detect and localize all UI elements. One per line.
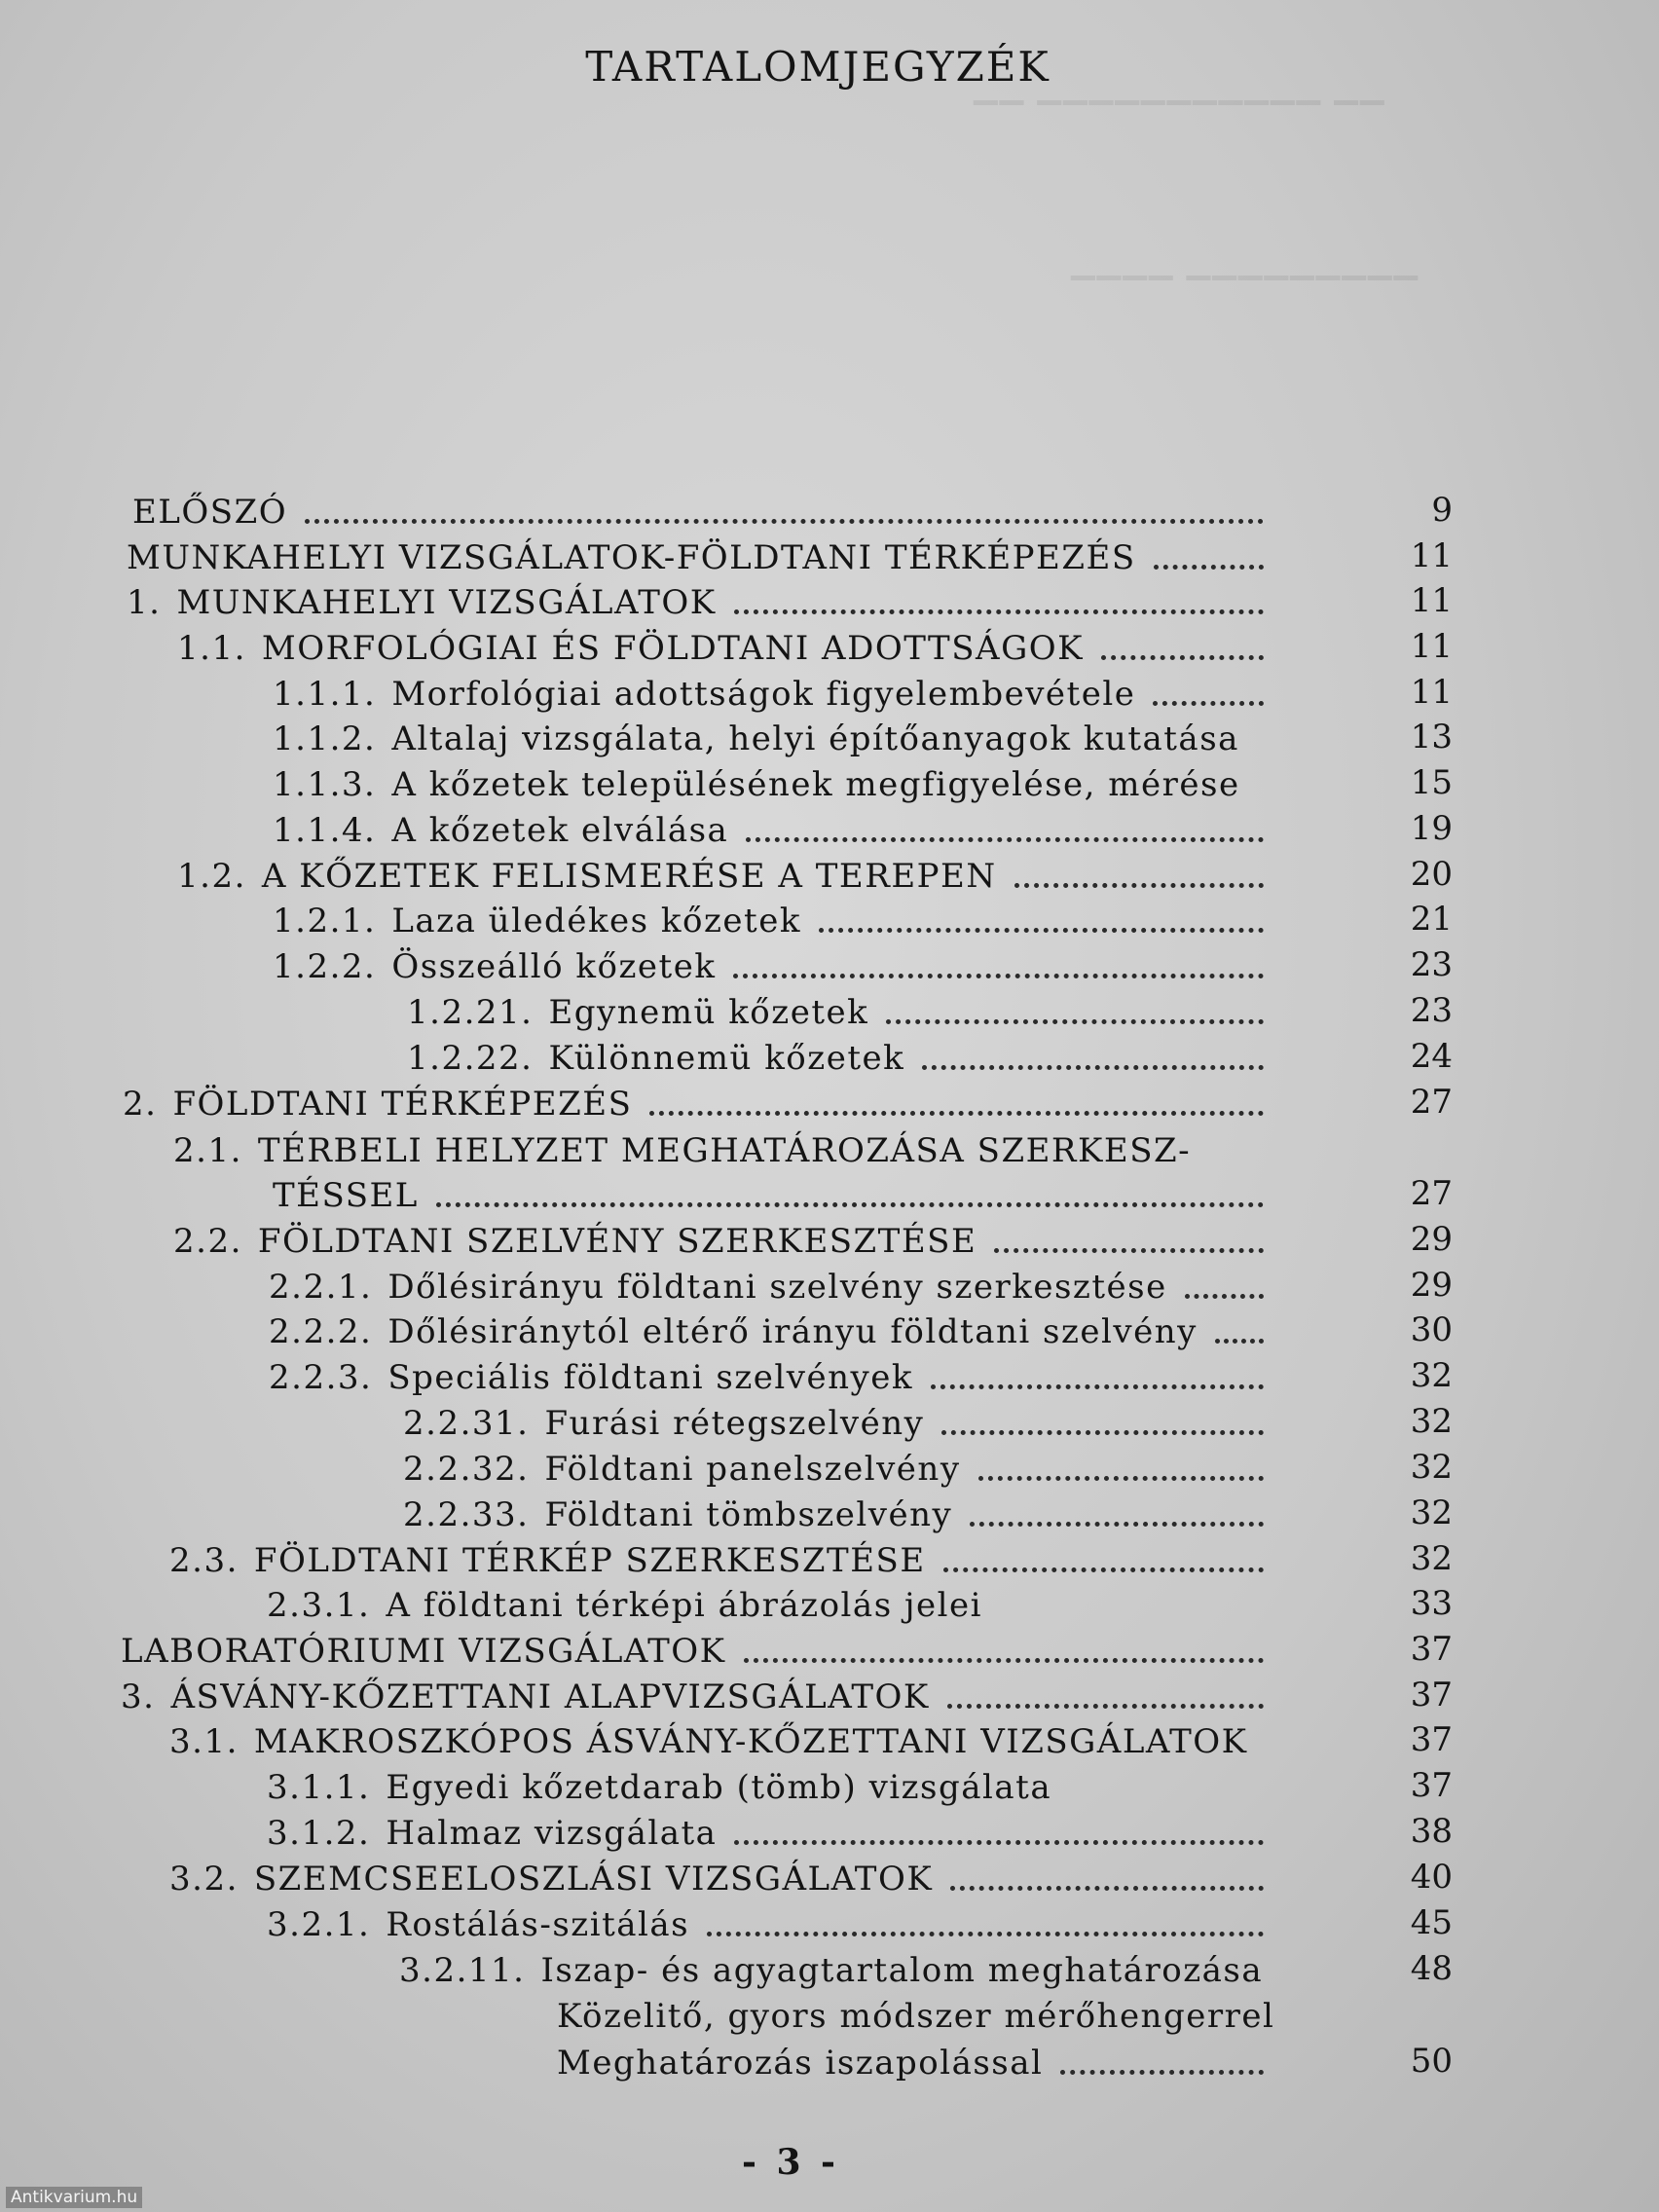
toc-entry-page: 48 <box>1410 1949 1453 1988</box>
toc-entry-page: 27 <box>1410 1083 1453 1122</box>
toc-entry-label: Morfológiai adottságok figyelembevétele <box>391 675 1136 714</box>
toc-entry-page: 11 <box>1410 581 1453 620</box>
toc-entry-page: 40 <box>1410 1858 1453 1897</box>
toc-entry-page: 37 <box>1410 1720 1453 1759</box>
bleed-through-decoration: ▁▁ ▁▁▁▁▁▁▁▁▁▁▁ ▁▁ <box>974 68 1386 105</box>
toc-entry-number: 1.2.1. <box>273 902 377 940</box>
toc-entry-number: 2.2.33. <box>403 1495 530 1534</box>
toc-entry-page: 23 <box>1410 991 1453 1030</box>
toc-entry-page: 19 <box>1410 809 1453 848</box>
toc-entry-number: 1.1.4. <box>273 811 377 850</box>
toc-entry-label: TÉRBELI HELYZET MEGHATÁROZÁSA SZERKESZ- <box>257 1131 1192 1170</box>
toc-entry-label: MUNKAHELYI VIZSGÁLATOK <box>176 583 717 622</box>
dot-leader <box>649 1111 1264 1116</box>
toc-entry-number: 1. <box>127 583 162 622</box>
dot-leader <box>1014 883 1264 888</box>
toc-entry-label: ELŐSZÓ <box>132 493 288 532</box>
toc-entry-page: 29 <box>1410 1266 1453 1305</box>
toc-entry-number: 2.2. <box>173 1222 242 1261</box>
toc-entry-label: FÖLDTANI SZELVÉNY SZERKESZTÉSE <box>257 1222 977 1261</box>
toc-entry-label: FÖLDTANI TÉRKÉP SZERKESZTÉSE <box>253 1541 926 1580</box>
toc-entry-page: 9 <box>1431 491 1453 530</box>
dot-leader <box>1154 565 1264 570</box>
toc-entry <box>173 1216 1275 1261</box>
toc-entry-page: 11 <box>1410 536 1453 575</box>
toc-entry <box>273 805 1275 850</box>
toc-entry <box>557 2038 1275 2083</box>
toc-entry-number: 3.1. <box>169 1722 239 1761</box>
toc-entry-label: MUNKAHELYI VIZSGÁLATOK-FÖLDTANI TÉRKÉPEZÉS <box>127 538 1136 577</box>
toc-entry-number: 1.1.3. <box>273 765 377 804</box>
toc-entry <box>269 1262 1275 1307</box>
toc-entry-number: 2.2.32. <box>403 1450 530 1489</box>
toc-entry <box>267 1762 1275 1807</box>
toc-entry-number: 2.1. <box>173 1131 242 1170</box>
dot-leader <box>943 1567 1264 1572</box>
toc-entry-label: A kőzetek elválása <box>391 811 729 850</box>
toc-entry <box>173 1125 1275 1170</box>
dot-leader <box>931 1384 1264 1389</box>
dot-leader <box>436 1202 1264 1207</box>
toc-entry-page: 37 <box>1410 1766 1453 1805</box>
toc-entry-number: 2.3. <box>169 1541 239 1580</box>
dot-leader <box>994 1248 1264 1253</box>
toc-entry <box>407 987 1275 1032</box>
watermark: Antikvarium.hu <box>6 2187 142 2208</box>
toc-entry <box>127 577 1275 622</box>
toc-entry <box>273 669 1275 714</box>
toc-entry <box>273 896 1275 940</box>
dot-leader <box>746 837 1264 842</box>
toc-entry-label: Összeálló kőzetek <box>391 947 717 986</box>
toc-entry-number: 2. <box>123 1085 158 1124</box>
dot-leader <box>941 1430 1264 1435</box>
dot-leader <box>1060 2070 1264 2075</box>
toc-entry-page: 45 <box>1410 1903 1453 1942</box>
toc-entry-page: 38 <box>1410 1812 1453 1851</box>
dot-leader <box>1153 701 1264 706</box>
toc-entry-number: 3.2. <box>169 1860 239 1899</box>
dot-leader <box>947 1704 1264 1709</box>
toc-entry-page: 37 <box>1410 1630 1453 1669</box>
toc-entry-number: 1.1. <box>177 629 246 668</box>
toc-entry-page: 15 <box>1410 763 1453 802</box>
toc-entry-number: 2.2.1. <box>269 1268 373 1307</box>
toc-entry-label: Dőlésirányu földtani szelvény szerkesztése <box>387 1268 1167 1307</box>
toc-entry-label: Altalaj vizsgálata, helyi építőanyagok kutatása <box>391 719 1239 758</box>
toc-entry-number: 2.2.3. <box>269 1358 373 1397</box>
toc-entry-label: Speciális földtani szelvények <box>387 1358 913 1397</box>
dot-leader <box>305 519 1264 524</box>
toc-entry <box>121 1626 1275 1671</box>
toc-entry <box>403 1398 1275 1443</box>
toc-entry <box>267 1808 1275 1853</box>
toc-entry-number: 3.1.1. <box>267 1768 371 1807</box>
toc-entry <box>177 851 1275 896</box>
toc-entry <box>399 1945 1275 1990</box>
toc-entry <box>273 941 1275 986</box>
toc-entry <box>267 1899 1275 1944</box>
toc-entry-page: 33 <box>1410 1584 1453 1623</box>
toc-entry-page: 21 <box>1410 900 1453 939</box>
toc-entry-page: 32 <box>1410 1402 1453 1441</box>
dot-leader <box>922 1065 1264 1070</box>
toc-entry <box>177 623 1275 668</box>
toc-entry-label: MORFOLÓGIAI ÉS FÖLDTANI ADOTTSÁGOK <box>261 629 1085 668</box>
toc-entry <box>269 1352 1275 1397</box>
dot-leader <box>950 1886 1264 1891</box>
toc-entry-number: 3. <box>121 1677 156 1716</box>
dot-leader <box>1185 1294 1264 1299</box>
toc-entry <box>273 714 1275 758</box>
toc-entry <box>121 1672 1275 1716</box>
toc-entry <box>407 1033 1275 1078</box>
toc-entry <box>132 487 1275 532</box>
toc-entry-label: Meghatározás iszapolással <box>557 2044 1044 2083</box>
toc-entry-number: 1.2.2. <box>273 947 377 986</box>
toc-entry-page: 20 <box>1410 855 1453 894</box>
toc-entry-label: LABORATÓRIUMI VIZSGÁLATOK <box>121 1632 726 1671</box>
toc-entry-label: Rostálás-szitálás <box>386 1905 690 1944</box>
dot-leader <box>1215 1339 1264 1344</box>
toc-entry-page: 23 <box>1410 945 1453 984</box>
toc-entry-label: Halmaz vizsgálata <box>386 1814 718 1853</box>
toc-entry-number: 2.2.2. <box>269 1312 373 1351</box>
toc-entry <box>403 1490 1275 1534</box>
toc-entry-number: 1.1.2. <box>273 719 377 758</box>
toc-entry <box>273 759 1275 804</box>
toc-entry-label: Különnemü kőzetek <box>548 1039 905 1078</box>
toc-entry-page: 11 <box>1410 627 1453 666</box>
toc-entry-label: Földtani tömbszelvény <box>544 1495 953 1534</box>
toc-entry-label: TÉSSEL <box>273 1176 419 1215</box>
toc-entry <box>557 1991 1275 2036</box>
toc-entry <box>403 1444 1275 1489</box>
toc-entry-label: Laza üledékes kőzetek <box>391 902 801 940</box>
dot-leader <box>744 1658 1264 1663</box>
toc-entry-label: ÁSVÁNY-KŐZETTANI ALAPVIZSGÁLATOK <box>170 1677 930 1716</box>
toc-entry-label: MAKROSZKÓPOS ÁSVÁNY-KŐZETTANI VIZSGÁLATOK <box>253 1722 1248 1761</box>
toc-entry-number: 1.2.22. <box>407 1039 534 1078</box>
toc-entry-page: 29 <box>1410 1220 1453 1259</box>
toc-entry <box>123 1079 1275 1124</box>
dot-leader <box>1101 655 1264 660</box>
toc-entry-page: 50 <box>1410 2042 1453 2081</box>
dot-leader <box>734 1840 1264 1845</box>
toc-entry-number: 1.1.1. <box>273 675 377 714</box>
toc-entry <box>267 1580 1275 1625</box>
toc-entry-label: A földtani térképi ábrázolás jelei <box>386 1586 982 1625</box>
dot-leader <box>819 928 1264 933</box>
toc-entry <box>169 1716 1275 1761</box>
toc-entry-page: 11 <box>1410 673 1453 712</box>
dot-leader <box>886 1019 1264 1024</box>
toc-entry-page: 13 <box>1410 718 1453 756</box>
toc-entry-number: 1.2. <box>177 857 246 896</box>
toc-entry-page: 32 <box>1410 1493 1453 1532</box>
toc-entry <box>127 533 1275 577</box>
toc-entry-label: Iszap- és agyagtartalom meghatározása <box>540 1951 1264 1990</box>
toc-entry-number: 3.2.11. <box>399 1951 526 1990</box>
toc-entry-label: Dőlésiránytól eltérő irányu földtani szelvény <box>387 1312 1198 1351</box>
toc-entry-page: 27 <box>1410 1174 1453 1213</box>
toc-entry-number: 3.2.1. <box>267 1905 371 1944</box>
toc-entry-page: 37 <box>1410 1676 1453 1714</box>
toc-entry-number: 3.1.2. <box>267 1814 371 1853</box>
toc-entry-page: 32 <box>1410 1448 1453 1487</box>
toc-entry-page: 30 <box>1410 1310 1453 1349</box>
page-title: TARTALOMJEGYZÉK <box>585 43 1051 91</box>
dot-leader <box>707 1932 1264 1936</box>
toc-entry <box>169 1535 1275 1580</box>
toc-entry <box>269 1307 1275 1351</box>
toc-entry-number: 1.2.21. <box>407 993 534 1032</box>
toc-entry-label: FÖLDTANI TÉRKÉPEZÉS <box>172 1085 633 1124</box>
toc-entry <box>273 1170 1275 1215</box>
bleed-through-decoration: ▁▁▁▁ ▁▁▁▁▁▁▁▁▁ <box>1071 243 1420 280</box>
toc-entry-label: A kőzetek településének megfigyelése, mérése <box>391 765 1240 804</box>
dot-leader <box>978 1476 1264 1481</box>
toc-entry-label: Furási rétegszelvény <box>544 1404 925 1443</box>
toc-entry-number: 2.2.31. <box>403 1404 530 1443</box>
toc-entry <box>169 1854 1275 1899</box>
page-number: - 3 - <box>742 2142 839 2183</box>
toc-entry-label: Földtani panelszelvény <box>544 1450 961 1489</box>
dot-leader <box>733 974 1264 978</box>
toc-entry-label: Egynemü kőzetek <box>548 993 869 1032</box>
dot-leader <box>734 609 1264 614</box>
toc-entry-number: 2.3.1. <box>267 1586 371 1625</box>
toc-entry-page: 24 <box>1410 1037 1453 1076</box>
toc-entry-page: 32 <box>1410 1356 1453 1395</box>
toc-entry-label: Közelitő, gyors módszer mérőhengerrel <box>557 1997 1275 2036</box>
toc-entry-label: Egyedi kőzetdarab (tömb) vizsgálata <box>386 1768 1052 1807</box>
toc-entry-label: A KŐZETEK FELISMERÉSE A TEREPEN <box>261 857 997 896</box>
toc-entry-label: SZEMCSEELOSZLÁSI VIZSGÁLATOK <box>253 1860 934 1899</box>
toc-entry-page: 32 <box>1410 1539 1453 1578</box>
dot-leader <box>970 1522 1264 1527</box>
